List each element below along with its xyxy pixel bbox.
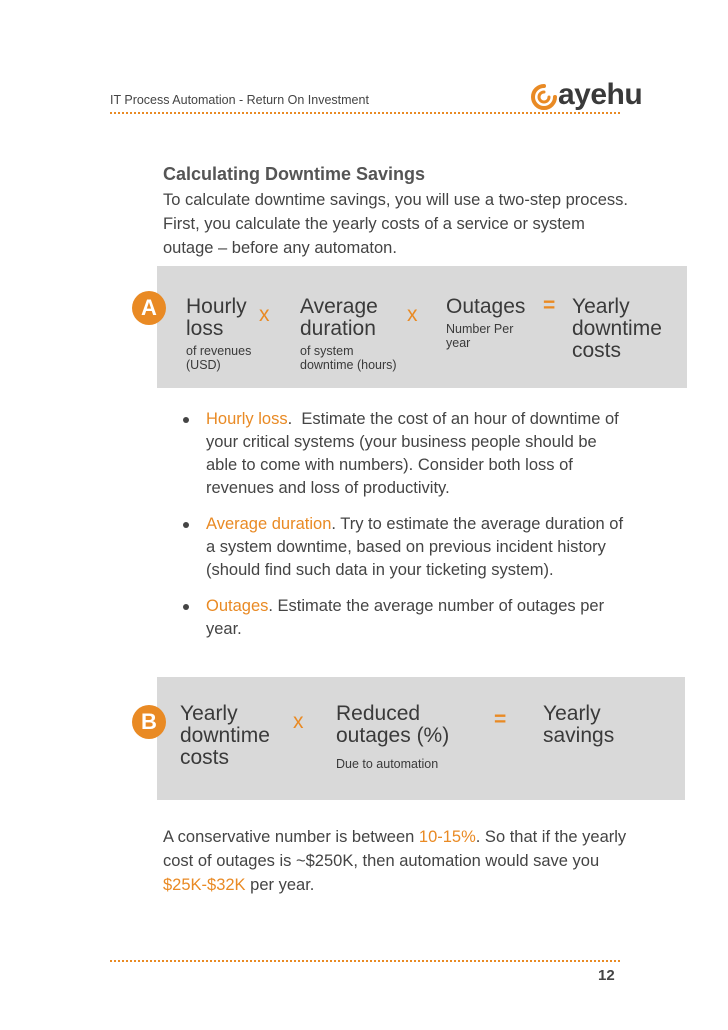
bullet-list [183,408,628,641]
header-divider [110,112,620,114]
term-reduced-outages-sub: Due to automation [336,757,439,771]
result-yearly-savings: Yearly savings [543,702,615,747]
term-reduced-outages: Reduced outages (%) [336,702,450,747]
term-outages: Outages [446,295,526,318]
bullet-dot [183,604,189,610]
footer-divider [110,960,620,962]
equals-operator-a: = [543,294,556,317]
bullet-dot [183,522,189,528]
logo-text: ayehu [558,78,643,111]
logo-swirl-icon [530,80,558,114]
term-outages-sub: Number Per year [446,322,514,350]
multiply-operator-b: x [293,710,304,733]
bullet-outages: Outages. Estimate the average number of outages per year. [183,595,628,641]
bullet-average-duration: Average duration. Try to estimate the average duration of a system downtime, based on previous incident history (should find such data in your ticketing system). [183,513,628,582]
badge-b: B [132,705,166,739]
page-number: 12 [598,967,615,984]
header-title: IT Process Automation - Return On Investment [110,93,369,107]
badge-a: A [132,291,166,325]
term-hourly-loss: Hourly loss [186,295,247,340]
result-yearly-downtime-costs: Yearly downtime costs [572,295,662,362]
multiply-operator-1: x [259,303,270,326]
conclusion-paragraph: A conservative number is between 10-15%. So that if the yearly cost of outages is ~$250K, then automation would save you $25K-$32K per year. [163,828,627,894]
term-average-duration-sub: of system downtime (hours) [300,344,397,372]
equals-operator-b: = [494,708,507,731]
bullet-dot [183,417,189,423]
bullet-hourly-loss: Hourly loss. Estimate the cost of an hour of downtime of your critical systems (your business people should be able to come with numbers). Consider both loss of revenues and loss of productivity. [183,408,628,500]
term-yearly-downtime-costs: Yearly downtime costs [180,702,270,769]
multiply-operator-2: x [407,303,418,326]
term-average-duration: Average duration [300,295,378,340]
intro-paragraph: To calculate downtime savings, you will use a two-step process. First, you calculate the yearly costs of a service or system outage – before any automaton. [163,191,628,257]
section-title: Calculating Downtime Savings [163,164,426,184]
term-hourly-loss-sub: of revenues (USD) [186,344,252,372]
ayehu-logo [530,80,645,114]
